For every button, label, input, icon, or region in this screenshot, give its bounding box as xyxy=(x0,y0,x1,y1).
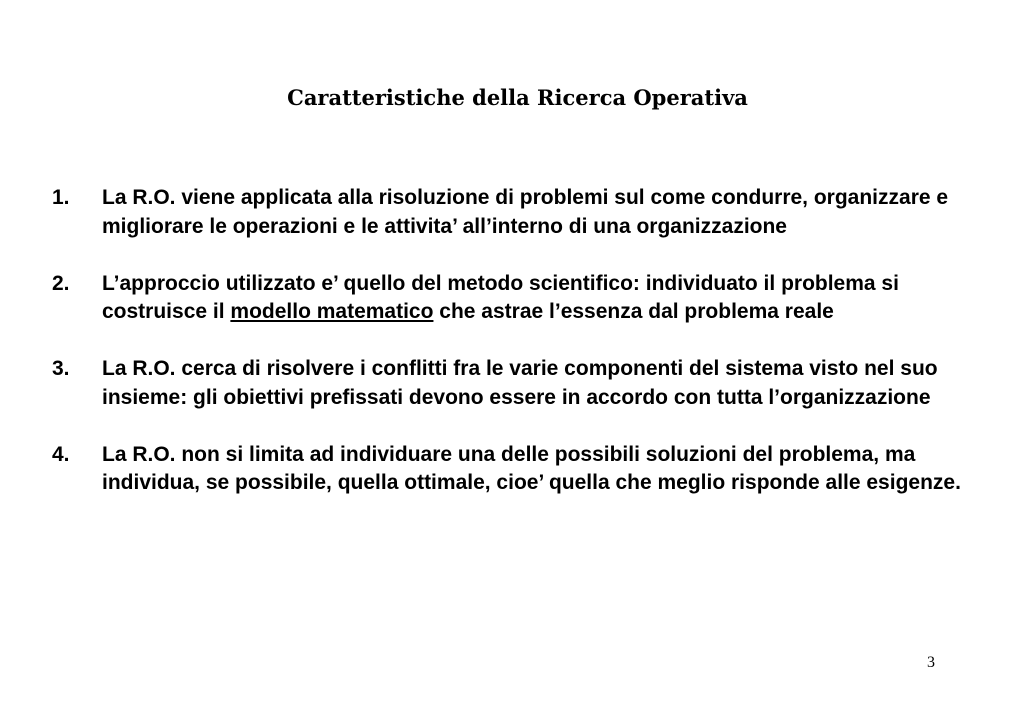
list-item-text-before: L’approccio utilizzato e’ quello del metodo scientifico: individuato il problema si costruisce il xyxy=(102,271,899,323)
list-item-text xyxy=(102,270,982,327)
list-item-number: 4. xyxy=(52,442,70,466)
list-item-2 xyxy=(52,270,982,327)
characteristics-list xyxy=(52,184,982,526)
underlined-term: modello matematico xyxy=(230,300,434,323)
list-item-number: 2. xyxy=(52,271,70,295)
list-item-4 xyxy=(52,441,982,498)
list-item-text: La R.O. cerca di risolvere i conflitti fra le varie componenti del sistema visto nel suo insieme: gli obiettivi prefissati devono essere in accordo con tutta l’organizzazione xyxy=(102,357,938,409)
list-item-number: 1. xyxy=(52,186,70,209)
list-item-text: La R.O. viene applicata alla risoluzione di problemi sul come condurre, organizzare e migliorare le operazioni e le attivita’ all’interno di una organizzazione xyxy=(102,186,949,238)
list-item-text-after: che astrae l’essenza dal problema reale xyxy=(433,300,834,323)
list-item-text: La R.O. non si limita ad individuare una delle possibili soluzioni del problema, ma individua, se possibile, quella ottimale, cioe’ quella che meglio risponde alle esigenze. xyxy=(102,442,961,494)
page-number: 3 xyxy=(927,654,935,671)
list-item-number: 3. xyxy=(52,357,70,380)
list-item-1 xyxy=(52,184,982,241)
slide-title: Caratteristiche della Ricerca Operativa xyxy=(287,85,748,110)
list-item-3 xyxy=(52,355,982,412)
